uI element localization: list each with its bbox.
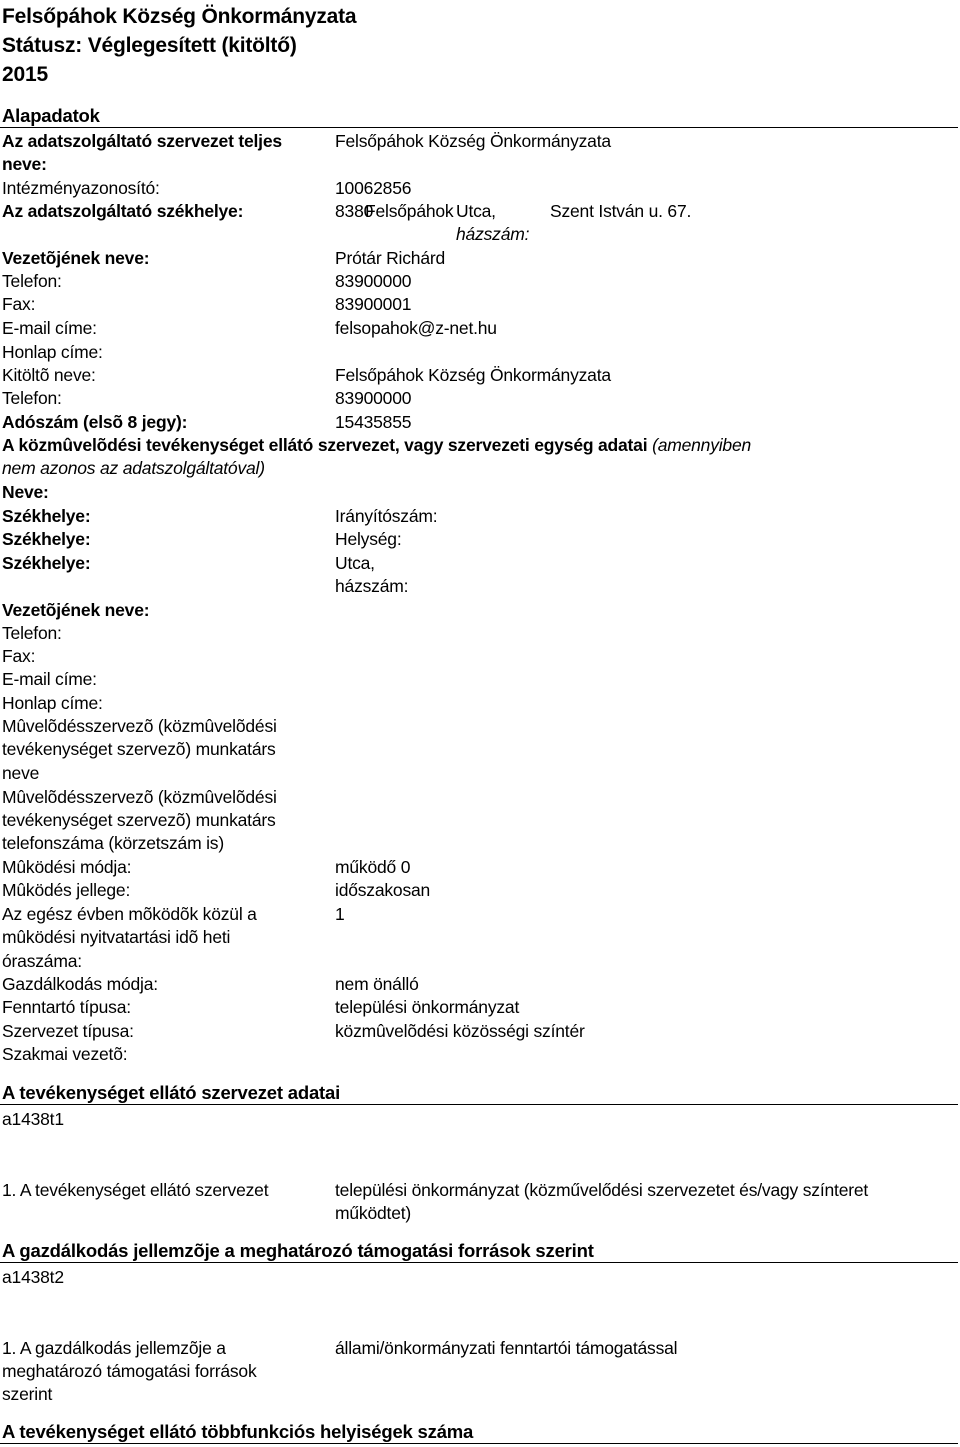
- weekly-hours-label-cont: óraszáma:: [2, 951, 82, 971]
- web-label: Honlap címe:: [2, 342, 103, 362]
- unit-heading-italic: (amennyiben: [652, 435, 752, 455]
- section-title-a1438t1: A tevékenységet ellátó szervezet adatai: [2, 1082, 341, 1103]
- seat-street-label-cont: házszám:: [456, 224, 530, 244]
- unit-web-label: Honlap címe:: [2, 693, 103, 713]
- section-divider: [0, 1262, 958, 1263]
- prof-leader-label: Szakmai vezetõ:: [2, 1044, 128, 1064]
- organizer-phone-label-cont: telefonszáma (körzetszám is): [2, 833, 224, 853]
- email-label: E-mail címe:: [2, 318, 97, 338]
- unit-seat-label: Székhelye:: [2, 506, 91, 526]
- op-nature-label: Mûködés jellege:: [2, 880, 131, 900]
- unit-city-label: Helység:: [335, 529, 402, 549]
- mgmt-label: Gazdálkodás módja:: [2, 974, 158, 994]
- unit-phone-label: Telefon:: [2, 623, 62, 643]
- filler-phone-label: Telefon:: [2, 388, 62, 408]
- unit-seat-label: Székhelye:: [2, 529, 91, 549]
- a1438t2-row-label-cont: szerint: [2, 1384, 53, 1404]
- unit-name-label: Neve:: [2, 482, 49, 502]
- unit-street-label-cont: házszám:: [335, 576, 409, 596]
- tax-value: 15435855: [335, 412, 412, 432]
- filler-name-value: Felsőpáhok Község Önkormányzata: [335, 365, 611, 385]
- organizer-name-label-cont: neve: [2, 763, 40, 783]
- unit-zip-label: Irányítószám:: [335, 506, 438, 526]
- leader-label: Vezetõjének neve:: [2, 248, 150, 268]
- seat-street-label: Utca,: [456, 201, 496, 221]
- a1438t2-row-value: állami/önkormányzati fenntartói támogatással: [335, 1338, 678, 1358]
- a1438t2-row-label: 1. A gazdálkodás jellemzõje a: [2, 1338, 226, 1358]
- section-divider: [0, 127, 958, 128]
- seat-label: Az adatszolgáltató székhelye:: [2, 201, 244, 221]
- org-type-label: Szervezet típusa:: [2, 1021, 134, 1041]
- fax-label: Fax:: [2, 294, 36, 314]
- org-name-heading: Felsőpáhok Község Önkormányzata: [2, 5, 357, 28]
- filler-phone-value: 83900000: [335, 388, 412, 408]
- section-title-a1438t2: A gazdálkodás jellemzõje a meghatározó támogatási források szerint: [2, 1240, 594, 1261]
- unit-heading-bold: A közmûvelõdési tevékenységet ellátó szervezet, vagy szervezeti egység adatai: [2, 435, 648, 455]
- op-mode-label: Mûködési módja:: [2, 857, 132, 877]
- leader-value: Prótár Richárd: [335, 248, 446, 268]
- org-full-name-label-cont: neve:: [2, 154, 47, 174]
- maintainer-type-value: települési önkormányzat: [335, 997, 520, 1017]
- section-title-multifunction: A tevékenységet ellátó többfunkciós helyiségek száma: [2, 1421, 474, 1442]
- a1438t1-row-value: települési önkormányzat (közművelődési szervezetet és/vagy színteret: [335, 1180, 869, 1200]
- unit-seat-label: Székhelye:: [2, 553, 91, 573]
- phone-label: Telefon:: [2, 271, 62, 291]
- section-code: a1438t2: [2, 1267, 64, 1287]
- a1438t1-row-label: 1. A tevékenységet ellátó szervezet: [2, 1180, 269, 1200]
- filler-name-label: Kitöltõ neve:: [2, 365, 96, 385]
- inst-id-value: 10062856: [335, 178, 412, 198]
- op-mode-value: működő 0: [335, 857, 411, 877]
- org-type-value: közmûvelõdési közösségi színtér: [335, 1021, 585, 1041]
- seat-street-value: Szent István u. 67.: [550, 201, 692, 221]
- weekly-hours-label-cont: mûködési nyitvatartási idõ heti: [2, 927, 231, 947]
- org-full-name-value: Felsőpáhok Község Önkormányzata: [335, 131, 611, 151]
- phone-value: 83900000: [335, 271, 412, 291]
- tax-label: Adószám (elsõ 8 jegy):: [2, 412, 188, 432]
- year-heading: 2015: [2, 63, 48, 86]
- inst-id-label: Intézményazonosító:: [2, 178, 160, 198]
- organizer-phone-label-cont: tevékenységet szervezõ) munkatárs: [2, 810, 276, 830]
- unit-street-label: Utca,: [335, 553, 375, 573]
- seat-zip-value: 8380: [335, 201, 374, 221]
- unit-fax-label: Fax:: [2, 646, 36, 666]
- weekly-hours-label: Az egész évben mõködõk közül a: [2, 904, 257, 924]
- section-title-alapadatok: Alapadatok: [2, 105, 100, 126]
- section-divider: [0, 1443, 958, 1444]
- status-heading: Státusz: Véglegesített (kitöltő): [2, 34, 297, 57]
- organizer-name-label-cont: tevékenységet szervezõ) munkatárs: [2, 739, 276, 759]
- organizer-name-label: Mûvelõdésszervezõ (közmûvelõdési: [2, 716, 277, 736]
- unit-heading-italic-cont: nem azonos az adatszolgáltatóval): [2, 458, 265, 478]
- weekly-hours-value: 1: [335, 904, 345, 924]
- section-code: a1438t1: [2, 1109, 64, 1129]
- fax-value: 83900001: [335, 294, 412, 314]
- maintainer-type-label: Fenntartó típusa:: [2, 997, 131, 1017]
- unit-email-label: E-mail címe:: [2, 669, 97, 689]
- unit-heading: [2, 434, 751, 457]
- section-divider: [0, 1104, 958, 1105]
- organizer-phone-label: Mûvelõdésszervezõ (közmûvelõdési: [2, 787, 277, 807]
- unit-leader-label: Vezetõjének neve:: [2, 600, 150, 620]
- email-value: felsopahok@z-net.hu: [335, 318, 497, 338]
- op-nature-value: időszakosan: [335, 880, 431, 900]
- a1438t1-row-value-cont: működtet): [335, 1203, 412, 1223]
- a1438t2-row-label-cont: meghatározó támogatási források: [2, 1361, 257, 1381]
- mgmt-value: nem önálló: [335, 974, 419, 994]
- seat-city-value: Felsőpáhok: [365, 201, 454, 221]
- org-full-name-label: Az adatszolgáltató szervezet teljes: [2, 131, 282, 151]
